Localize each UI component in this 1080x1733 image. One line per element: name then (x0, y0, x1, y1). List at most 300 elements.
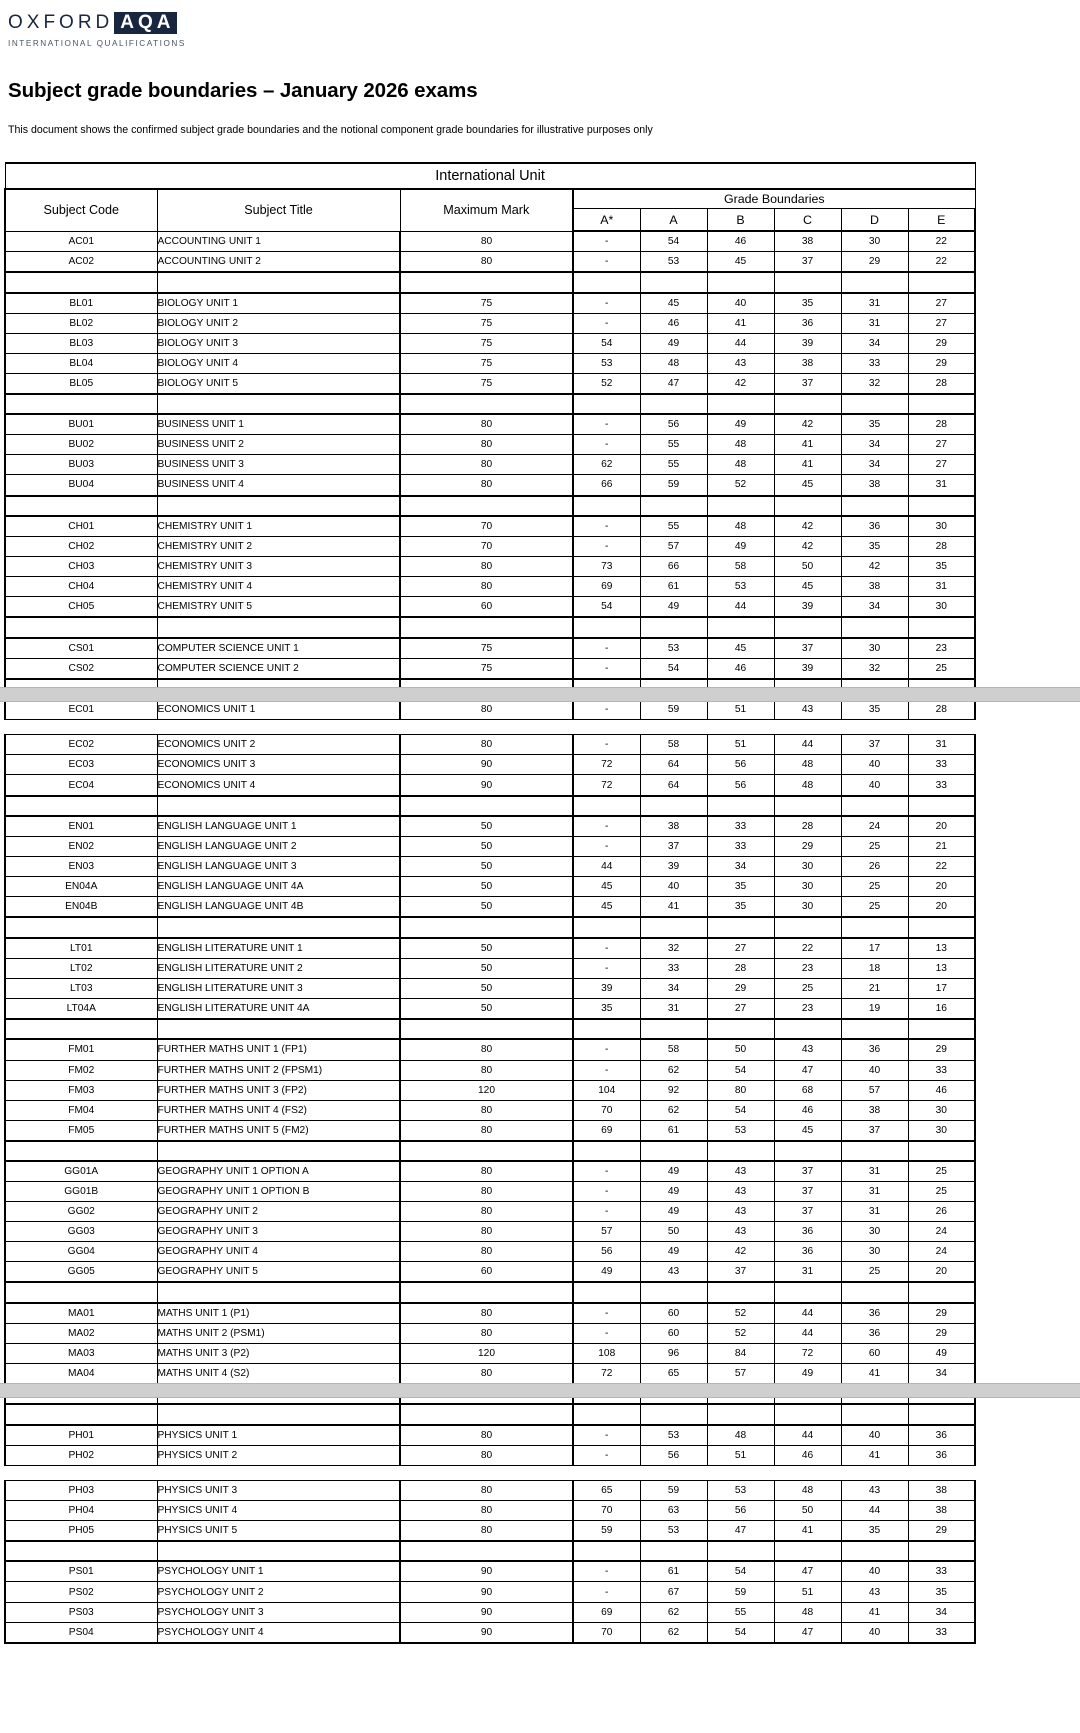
cell-grade-Astar: 44 (573, 857, 640, 877)
cell-grade-B: 40 (707, 293, 774, 314)
table-spacer-row (5, 272, 975, 293)
cell-grade-A: 55 (640, 516, 707, 537)
cell-grade-D: 25 (841, 837, 908, 857)
cell-grade-C: 37 (774, 1202, 841, 1222)
table-row (5, 699, 975, 720)
cell-grade-C: 43 (774, 699, 841, 720)
cell-subject-code: BL02 (5, 313, 157, 333)
cell-subject-code: MA04 (5, 1364, 157, 1384)
cell-maximum-mark: 50 (400, 998, 573, 1019)
cell-subject-title: BUSINESS UNIT 4 (157, 475, 400, 496)
cell-grade-D: 21 (841, 978, 908, 998)
cell-grade-A: 38 (640, 816, 707, 837)
cell-grade-A: 55 (640, 455, 707, 475)
cell-grade-A: 49 (640, 333, 707, 353)
cell-grade-A: 58 (640, 1039, 707, 1060)
cell-grade-C: 48 (774, 1480, 841, 1500)
cell-grade-Astar: - (573, 231, 640, 252)
cell-grade-D: 37 (841, 1120, 908, 1141)
cell-grade-B: 59 (707, 1582, 774, 1602)
cell-grade-E: 26 (908, 1202, 975, 1222)
cell-subject-code: PS02 (5, 1582, 157, 1602)
international-unit-banner: International Unit (5, 163, 975, 189)
cell-grade-C: 37 (774, 252, 841, 273)
cell-grade-D: 31 (841, 313, 908, 333)
cell-subject-code: CH01 (5, 516, 157, 537)
cell-grade-B: 28 (707, 958, 774, 978)
table-row (5, 597, 975, 618)
table-row (5, 516, 975, 537)
cell-maximum-mark: 50 (400, 837, 573, 857)
cell-grade-Astar: - (573, 938, 640, 959)
cell-grade-E: 49 (908, 1344, 975, 1364)
cell-grade-Astar: 39 (573, 978, 640, 998)
logo-oxford-text: OXFORD (8, 12, 114, 33)
cell-grade-Astar: - (573, 1161, 640, 1182)
table-spacer-row (5, 917, 975, 938)
cell-maximum-mark: 120 (400, 1080, 573, 1100)
cell-grade-D: 36 (841, 1039, 908, 1060)
cell-grade-Astar: - (573, 537, 640, 557)
cell-grade-E: 20 (908, 877, 975, 897)
cell-subject-code: BL01 (5, 293, 157, 314)
table-row (5, 857, 975, 877)
table-row (5, 958, 975, 978)
cell-grade-D: 30 (841, 1242, 908, 1262)
cell-subject-title: CHEMISTRY UNIT 3 (157, 557, 400, 577)
cell-maximum-mark: 80 (400, 1425, 573, 1446)
cell-subject-code: PH04 (5, 1500, 157, 1520)
cell-grade-Astar: - (573, 735, 640, 755)
table-row (5, 1445, 975, 1465)
cell-grade-E: 35 (908, 557, 975, 577)
cell-grade-C: 47 (774, 1561, 841, 1582)
cell-maximum-mark: 80 (400, 1161, 573, 1182)
cell-subject-code: GG01B (5, 1182, 157, 1202)
cell-grade-Astar: 72 (573, 775, 640, 796)
cell-maximum-mark: 75 (400, 373, 573, 394)
cell-maximum-mark: 70 (400, 516, 573, 537)
cell-grade-B: 43 (707, 1202, 774, 1222)
cell-grade-A: 54 (640, 231, 707, 252)
cell-subject-title: ENGLISH LITERATURE UNIT 3 (157, 978, 400, 998)
cell-grade-A: 41 (640, 897, 707, 918)
cell-grade-Astar: 104 (573, 1080, 640, 1100)
cell-subject-title: GEOGRAPHY UNIT 4 (157, 1242, 400, 1262)
cell-subject-code: FM04 (5, 1100, 157, 1120)
cell-grade-C: 42 (774, 537, 841, 557)
cell-grade-B: 48 (707, 1425, 774, 1446)
cell-grade-B: 53 (707, 577, 774, 597)
cell-maximum-mark: 50 (400, 938, 573, 959)
cell-subject-code: PS04 (5, 1622, 157, 1643)
cell-grade-C: 44 (774, 1303, 841, 1324)
cell-grade-E: 13 (908, 938, 975, 959)
cell-subject-title: PHYSICS UNIT 5 (157, 1520, 400, 1541)
cell-subject-code: EC01 (5, 699, 157, 720)
cell-subject-code: BU03 (5, 455, 157, 475)
cell-grade-C: 30 (774, 897, 841, 918)
cell-subject-code: LT04A (5, 998, 157, 1019)
cell-grade-D: 35 (841, 699, 908, 720)
table-row (5, 1602, 975, 1622)
cell-grade-C: 45 (774, 475, 841, 496)
cell-grade-E: 28 (908, 414, 975, 435)
cell-grade-B: 53 (707, 1120, 774, 1141)
cell-maximum-mark: 80 (400, 1480, 573, 1500)
cell-grade-E: 35 (908, 1582, 975, 1602)
cell-grade-A: 61 (640, 1561, 707, 1582)
cell-grade-A: 34 (640, 978, 707, 998)
cell-grade-D: 37 (841, 735, 908, 755)
cell-grade-A: 59 (640, 1480, 707, 1500)
table-row (5, 557, 975, 577)
cell-grade-Astar: - (573, 435, 640, 455)
cell-grade-E: 30 (908, 597, 975, 618)
table-row (5, 455, 975, 475)
cell-grade-A: 59 (640, 699, 707, 720)
cell-grade-C: 28 (774, 816, 841, 837)
cell-grade-B: 48 (707, 455, 774, 475)
cell-grade-D: 34 (841, 597, 908, 618)
cell-grade-E: 36 (908, 1425, 975, 1446)
cell-grade-B: 54 (707, 1060, 774, 1080)
cell-grade-Astar: 45 (573, 897, 640, 918)
column-group-header-grade-boundaries: Grade Boundaries (573, 189, 975, 209)
cell-grade-E: 20 (908, 816, 975, 837)
cell-subject-title: BUSINESS UNIT 3 (157, 455, 400, 475)
cell-subject-title: BIOLOGY UNIT 2 (157, 313, 400, 333)
cell-grade-A: 57 (640, 537, 707, 557)
column-header-subject-code: Subject Code (5, 189, 157, 231)
cell-grade-E: 28 (908, 699, 975, 720)
column-header-grade-D: D (841, 209, 908, 232)
cell-subject-code: GG03 (5, 1222, 157, 1242)
table-row (5, 775, 975, 796)
cell-maximum-mark: 75 (400, 313, 573, 333)
cell-grade-D: 25 (841, 897, 908, 918)
cell-grade-B: 48 (707, 435, 774, 455)
cell-grade-A: 49 (640, 1182, 707, 1202)
cell-subject-title: BUSINESS UNIT 1 (157, 414, 400, 435)
cell-subject-title: CHEMISTRY UNIT 4 (157, 577, 400, 597)
cell-grade-B: 48 (707, 516, 774, 537)
table-row (5, 577, 975, 597)
cell-maximum-mark: 80 (400, 1500, 573, 1520)
cell-grade-E: 24 (908, 1222, 975, 1242)
cell-grade-C: 47 (774, 1622, 841, 1643)
cell-grade-Astar: 53 (573, 353, 640, 373)
cell-grade-A: 39 (640, 857, 707, 877)
table-spacer-row (5, 1282, 975, 1303)
cell-grade-D: 40 (841, 1425, 908, 1446)
column-header-grade-Astar: A* (573, 209, 640, 232)
cell-maximum-mark: 80 (400, 699, 573, 720)
cell-grade-Astar: - (573, 252, 640, 273)
table-row (5, 998, 975, 1019)
cell-grade-A: 56 (640, 414, 707, 435)
cell-maximum-mark: 50 (400, 857, 573, 877)
cell-grade-Astar: - (573, 293, 640, 314)
cell-grade-E: 27 (908, 293, 975, 314)
cell-grade-E: 22 (908, 231, 975, 252)
cell-grade-Astar: - (573, 414, 640, 435)
cell-grade-B: 80 (707, 1080, 774, 1100)
cell-grade-B: 45 (707, 638, 774, 659)
cell-grade-B: 44 (707, 597, 774, 618)
table-row (5, 877, 975, 897)
cell-subject-title: ENGLISH LANGUAGE UNIT 1 (157, 816, 400, 837)
cell-maximum-mark: 80 (400, 1364, 573, 1384)
cell-maximum-mark: 50 (400, 877, 573, 897)
logo-wordmark (8, 12, 186, 34)
cell-grade-A: 48 (640, 353, 707, 373)
cell-subject-title: FURTHER MATHS UNIT 3 (FP2) (157, 1080, 400, 1100)
cell-grade-E: 25 (908, 1161, 975, 1182)
cell-subject-code: BU04 (5, 475, 157, 496)
cell-grade-B: 35 (707, 897, 774, 918)
cell-grade-Astar: 45 (573, 877, 640, 897)
cell-grade-A: 37 (640, 837, 707, 857)
cell-grade-A: 60 (640, 1324, 707, 1344)
cell-subject-title: MATHS UNIT 4 (S2) (157, 1364, 400, 1384)
cell-grade-A: 61 (640, 577, 707, 597)
table-row (5, 313, 975, 333)
cell-grade-E: 33 (908, 775, 975, 796)
cell-grade-D: 41 (841, 1445, 908, 1465)
cell-maximum-mark: 90 (400, 1602, 573, 1622)
table-row (5, 475, 975, 496)
cell-subject-title: ENGLISH LITERATURE UNIT 2 (157, 958, 400, 978)
table-row (5, 816, 975, 837)
cell-grade-Astar: 72 (573, 1364, 640, 1384)
cell-grade-Astar: - (573, 1039, 640, 1060)
cell-grade-B: 43 (707, 353, 774, 373)
cell-grade-C: 39 (774, 597, 841, 618)
cell-grade-B: 27 (707, 938, 774, 959)
table-row (5, 1039, 975, 1060)
cell-subject-code: FM03 (5, 1080, 157, 1100)
cell-grade-Astar: 69 (573, 577, 640, 597)
cell-grade-Astar: - (573, 1561, 640, 1582)
cell-grade-C: 45 (774, 577, 841, 597)
cell-grade-B: 43 (707, 1222, 774, 1242)
cell-grade-Astar: 49 (573, 1262, 640, 1283)
cell-grade-B: 45 (707, 252, 774, 273)
cell-subject-title: PSYCHOLOGY UNIT 4 (157, 1622, 400, 1643)
cell-grade-B: 51 (707, 1445, 774, 1465)
cell-grade-Astar: - (573, 1202, 640, 1222)
cell-grade-E: 23 (908, 638, 975, 659)
cell-maximum-mark: 80 (400, 1222, 573, 1242)
cell-maximum-mark: 80 (400, 1445, 573, 1465)
table-row (5, 333, 975, 353)
cell-grade-C: 47 (774, 1060, 841, 1080)
cell-grade-D: 60 (841, 1344, 908, 1364)
cell-grade-Astar: - (573, 1425, 640, 1446)
cell-grade-E: 16 (908, 998, 975, 1019)
cell-grade-Astar: 69 (573, 1602, 640, 1622)
cell-grade-D: 38 (841, 577, 908, 597)
cell-maximum-mark: 80 (400, 1100, 573, 1120)
cell-maximum-mark: 75 (400, 353, 573, 373)
table-banner-row (5, 163, 975, 189)
column-header-grade-B: B (707, 209, 774, 232)
table-row (5, 638, 975, 659)
cell-grade-A: 49 (640, 1242, 707, 1262)
cell-grade-D: 34 (841, 333, 908, 353)
cell-grade-B: 49 (707, 414, 774, 435)
cell-grade-E: 33 (908, 1561, 975, 1582)
cell-grade-C: 48 (774, 755, 841, 775)
column-header-grade-A: A (640, 209, 707, 232)
cell-grade-D: 43 (841, 1582, 908, 1602)
cell-grade-C: 39 (774, 333, 841, 353)
cell-grade-Astar: - (573, 1324, 640, 1344)
cell-grade-C: 41 (774, 435, 841, 455)
cell-maximum-mark: 75 (400, 293, 573, 314)
cell-grade-E: 20 (908, 1262, 975, 1283)
cell-subject-title: FURTHER MATHS UNIT 4 (FS2) (157, 1100, 400, 1120)
page-intro-text: This document shows the confirmed subject grade boundaries and the notional component grade boundaries for illustrative purposes only (8, 124, 653, 136)
cell-grade-A: 62 (640, 1100, 707, 1120)
cell-subject-title: COMPUTER SCIENCE UNIT 2 (157, 658, 400, 679)
cell-grade-Astar: - (573, 1445, 640, 1465)
cell-grade-E: 22 (908, 857, 975, 877)
cell-maximum-mark: 75 (400, 638, 573, 659)
cell-grade-A: 53 (640, 638, 707, 659)
cell-grade-Astar: - (573, 313, 640, 333)
cell-subject-title: ENGLISH LANGUAGE UNIT 4A (157, 877, 400, 897)
cell-grade-A: 64 (640, 755, 707, 775)
cell-grade-B: 43 (707, 1161, 774, 1182)
cell-subject-title: BIOLOGY UNIT 4 (157, 353, 400, 373)
cell-grade-B: 46 (707, 231, 774, 252)
cell-grade-C: 37 (774, 1182, 841, 1202)
table-row (5, 1202, 975, 1222)
cell-grade-B: 41 (707, 313, 774, 333)
cell-subject-title: PSYCHOLOGY UNIT 2 (157, 1582, 400, 1602)
cell-subject-code: LT02 (5, 958, 157, 978)
cell-grade-D: 40 (841, 1622, 908, 1643)
cell-subject-title: PHYSICS UNIT 2 (157, 1445, 400, 1465)
cell-grade-Astar: 66 (573, 475, 640, 496)
table-row (5, 1303, 975, 1324)
cell-subject-code: EC03 (5, 755, 157, 775)
cell-grade-B: 51 (707, 699, 774, 720)
cell-grade-A: 53 (640, 1520, 707, 1541)
cell-grade-B: 50 (707, 1039, 774, 1060)
cell-maximum-mark: 75 (400, 333, 573, 353)
cell-subject-code: BU02 (5, 435, 157, 455)
cell-grade-B: 35 (707, 877, 774, 897)
cell-grade-A: 56 (640, 1445, 707, 1465)
cell-grade-A: 67 (640, 1582, 707, 1602)
cell-grade-C: 49 (774, 1364, 841, 1384)
cell-grade-E: 46 (908, 1080, 975, 1100)
cell-grade-A: 58 (640, 735, 707, 755)
cell-subject-title: PHYSICS UNIT 4 (157, 1500, 400, 1520)
cell-subject-code: EN01 (5, 816, 157, 837)
cell-grade-D: 31 (841, 293, 908, 314)
cell-grade-A: 47 (640, 373, 707, 394)
table-row (5, 435, 975, 455)
cell-grade-E: 29 (908, 333, 975, 353)
cell-maximum-mark: 80 (400, 435, 573, 455)
cell-maximum-mark: 50 (400, 958, 573, 978)
cell-grade-Astar: 62 (573, 455, 640, 475)
cell-grade-D: 34 (841, 435, 908, 455)
cell-subject-code: LT03 (5, 978, 157, 998)
cell-grade-A: 55 (640, 435, 707, 455)
cell-grade-D: 44 (841, 1500, 908, 1520)
cell-subject-title: ECONOMICS UNIT 4 (157, 775, 400, 796)
cell-grade-B: 54 (707, 1100, 774, 1120)
cell-maximum-mark: 80 (400, 1039, 573, 1060)
cell-subject-code: CH04 (5, 577, 157, 597)
cell-grade-Astar: 57 (573, 1222, 640, 1242)
cell-grade-Astar: - (573, 699, 640, 720)
cell-grade-D: 31 (841, 1202, 908, 1222)
cell-grade-B: 42 (707, 373, 774, 394)
cell-maximum-mark: 60 (400, 597, 573, 618)
cell-grade-C: 68 (774, 1080, 841, 1100)
cell-grade-C: 39 (774, 658, 841, 679)
cell-subject-code: PS03 (5, 1602, 157, 1622)
table-body (5, 231, 975, 1643)
cell-grade-C: 48 (774, 775, 841, 796)
cell-grade-B: 54 (707, 1622, 774, 1643)
cell-grade-D: 19 (841, 998, 908, 1019)
cell-subject-title: ACCOUNTING UNIT 1 (157, 231, 400, 252)
cell-grade-A: 49 (640, 1202, 707, 1222)
cell-grade-C: 42 (774, 414, 841, 435)
cell-grade-Astar: 54 (573, 333, 640, 353)
cell-subject-title: COMPUTER SCIENCE UNIT 1 (157, 638, 400, 659)
cell-grade-E: 33 (908, 1622, 975, 1643)
table-row (5, 978, 975, 998)
cell-grade-D: 40 (841, 1561, 908, 1582)
page-break-band-2 (0, 1383, 1080, 1398)
cell-grade-C: 48 (774, 1602, 841, 1622)
cell-subject-code: AC02 (5, 252, 157, 273)
cell-maximum-mark: 80 (400, 577, 573, 597)
cell-grade-E: 22 (908, 252, 975, 273)
cell-grade-E: 20 (908, 897, 975, 918)
cell-maximum-mark: 90 (400, 1622, 573, 1643)
cell-subject-title: ECONOMICS UNIT 1 (157, 699, 400, 720)
cell-subject-title: ENGLISH LITERATURE UNIT 1 (157, 938, 400, 959)
cell-subject-code: BU01 (5, 414, 157, 435)
cell-maximum-mark: 80 (400, 252, 573, 273)
cell-subject-code: EN04A (5, 877, 157, 897)
cell-grade-D: 30 (841, 1222, 908, 1242)
cell-grade-Astar: 69 (573, 1120, 640, 1141)
cell-maximum-mark: 80 (400, 455, 573, 475)
cell-grade-E: 17 (908, 978, 975, 998)
cell-grade-D: 26 (841, 857, 908, 877)
cell-subject-code: CS01 (5, 638, 157, 659)
cell-grade-C: 35 (774, 293, 841, 314)
column-header-grade-E: E (908, 209, 975, 232)
cell-grade-D: 42 (841, 557, 908, 577)
cell-grade-B: 56 (707, 775, 774, 796)
cell-subject-title: ENGLISH LANGUAGE UNIT 4B (157, 897, 400, 918)
cell-grade-C: 37 (774, 373, 841, 394)
cell-grade-Astar: 56 (573, 1242, 640, 1262)
cell-grade-A: 62 (640, 1602, 707, 1622)
cell-subject-title: GEOGRAPHY UNIT 1 OPTION B (157, 1182, 400, 1202)
